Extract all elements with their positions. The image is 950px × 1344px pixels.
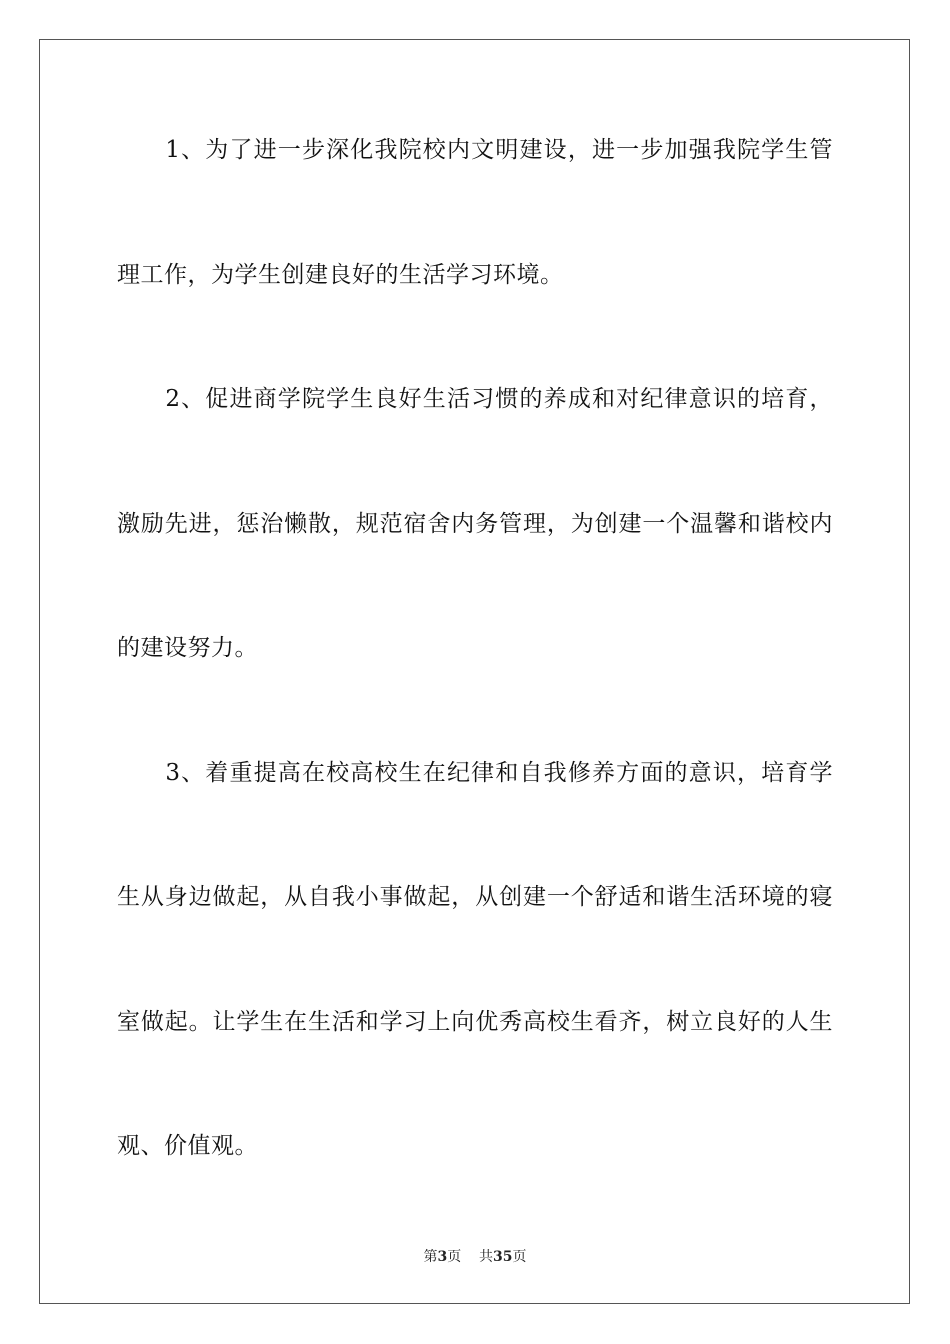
footer-total-suffix: 页 xyxy=(512,1249,527,1265)
paragraph-3-line-2: 生从身边做起，从自我小事做起，从创建一个舒适和谐生活环境的寝 xyxy=(117,884,833,910)
paragraph-2-line-3: 的建设努力。 xyxy=(117,635,258,661)
footer-total-prefix: 共 xyxy=(479,1249,494,1265)
footer-total-pages: 35 xyxy=(493,1249,513,1265)
paragraph-3-line-3: 室做起。让学生在生活和学习上向优秀高校生看齐，树立良好的人生 xyxy=(117,1009,833,1035)
page-footer xyxy=(0,1247,950,1267)
paragraph-3-line-4: 观、价值观。 xyxy=(117,1133,258,1159)
paragraph-3-line-1: 3、着重提高在校高校生在纪律和自我修养方面的意识，培育学 xyxy=(117,760,833,786)
footer-page-prefix: 第 xyxy=(423,1249,438,1265)
paragraph-1-line-2: 理工作，为学生创建良好的生活学习环境。 xyxy=(117,262,564,288)
paragraph-1-line-1: 1、为了进一步深化我院校内文明建设，进一步加强我院学生管 xyxy=(117,137,833,163)
footer-page-suffix: 页 xyxy=(447,1249,462,1265)
page-border xyxy=(39,39,910,1304)
paragraph-2-line-1: 2、促进商学院学生良好生活习惯的养成和对纪律意识的培育， xyxy=(117,386,833,412)
footer-page-number: 3 xyxy=(437,1249,448,1265)
paragraph-2-line-2: 激励先进，惩治懒散，规范宿舍内务管理，为创建一个温馨和谐校内 xyxy=(117,511,833,537)
